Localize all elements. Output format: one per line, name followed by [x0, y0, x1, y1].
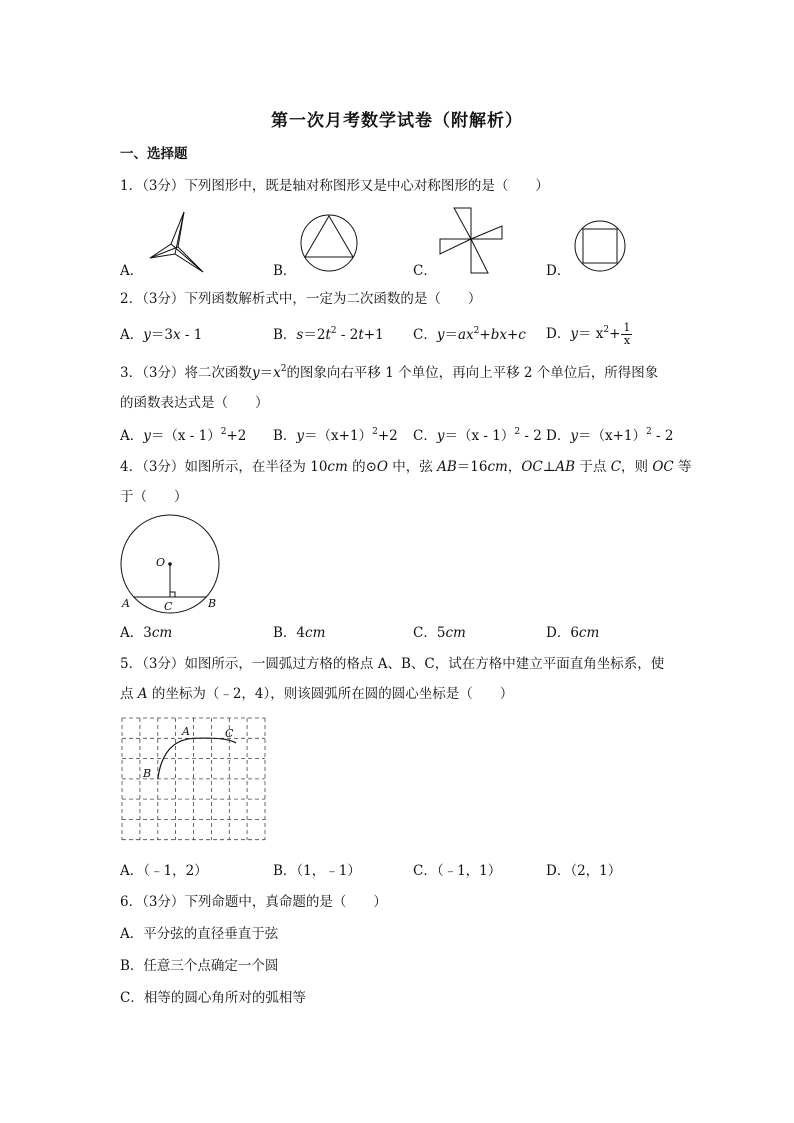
section-heading: 一、选择题 — [120, 146, 188, 162]
fraction-numerator: 1 — [623, 321, 631, 334]
math-text: + — [609, 326, 621, 342]
option-value: 6 — [570, 625, 579, 641]
fraction — [621, 322, 632, 347]
q6-option-a[interactable]: A．平分弦的直径垂直于弦 — [120, 926, 279, 942]
math-text: ＝ x — [577, 326, 604, 342]
var-y: y — [570, 326, 578, 342]
math-text: +2 — [226, 428, 247, 444]
q2-option-a[interactable] — [120, 326, 202, 344]
question-text: ⊥ — [542, 459, 556, 475]
q6-option-b[interactable]: B．任意三个点确定一个圆 — [120, 958, 279, 974]
q4-option-c[interactable] — [413, 624, 466, 642]
q5-option-a[interactable]: A．（﹣1，2） — [120, 863, 208, 879]
math-text: +1 — [363, 327, 384, 343]
exponent: 2 — [220, 427, 227, 437]
label-b: B — [208, 597, 217, 610]
question-text: ， — [507, 459, 522, 475]
unit-cm: cm — [327, 459, 348, 475]
exponent: 2 — [372, 427, 378, 437]
option-label: D． — [546, 428, 571, 444]
var-o: O — [376, 459, 388, 475]
question-score: （3分） — [142, 459, 185, 475]
math-text: ＝3 — [150, 327, 173, 343]
var-y: y — [436, 327, 445, 343]
var-ax: ax — [457, 327, 474, 343]
var-ab: AB — [437, 459, 457, 475]
q1-option-c[interactable]: C． — [413, 263, 437, 279]
question-text: 的⊙ — [347, 459, 377, 475]
math-text: + — [506, 327, 519, 343]
question-number: 3． — [120, 365, 143, 381]
option-label: B． — [273, 428, 297, 444]
question-text: 的图象向右平移 1 个单位，再向上平移 2 个单位后，所得图象 — [286, 365, 659, 381]
var-t: t — [325, 327, 331, 343]
question-text: 中，弦 — [387, 459, 438, 475]
option-label: A． — [120, 327, 144, 343]
math-text: + — [479, 327, 491, 343]
question-text: ，则 — [621, 459, 653, 475]
figure-pinwheel — [440, 208, 504, 274]
figure-circle-with-square — [574, 220, 628, 274]
unit-cm: cm — [305, 625, 326, 641]
q3-option-d[interactable] — [546, 427, 673, 445]
question-number: 2． — [120, 291, 143, 307]
option-label: C． — [413, 625, 437, 641]
exponent: 2 — [645, 427, 652, 437]
var-y: y — [143, 327, 151, 343]
label-c: C — [225, 727, 234, 740]
option-label: B． — [273, 327, 297, 343]
question-1-stem — [120, 177, 549, 195]
option-label: B． — [273, 625, 297, 641]
var-oc: OC — [652, 459, 674, 475]
var-y: y — [436, 428, 445, 444]
question-6-stem — [120, 893, 387, 911]
question-number: 5． — [120, 656, 143, 672]
exponent: 2 — [473, 326, 480, 336]
var-y: y — [251, 365, 260, 381]
exponent: 2 — [330, 326, 337, 336]
exponent: 2 — [280, 364, 287, 374]
q3-option-b[interactable] — [273, 427, 398, 445]
math-text: +2 — [377, 428, 398, 444]
label-a: A — [182, 725, 190, 738]
question-text: 等 — [673, 459, 692, 475]
question-score: （3分） — [142, 656, 185, 672]
exponent: 2 — [514, 427, 521, 437]
math-text: ＝ — [259, 365, 274, 381]
var-c: c — [518, 327, 526, 343]
figure-three-pointed-star — [146, 212, 206, 274]
option-label: A． — [120, 625, 144, 641]
option-label: D． — [546, 625, 571, 641]
question-3-stem-line2: 的函数表达式是（ ） — [120, 395, 269, 411]
figure-grid-arc — [122, 716, 268, 846]
question-score: （3分） — [142, 365, 185, 381]
var-ab: AB — [555, 459, 576, 475]
fraction-denominator: x — [623, 334, 631, 347]
q4-option-b[interactable] — [273, 624, 325, 642]
question-text: 下列图形中，既是轴对称图形又是中心对称图形的是（ ） — [184, 178, 549, 194]
var-t: t — [358, 327, 364, 343]
question-3-stem — [120, 364, 658, 382]
question-text: ＝16 — [456, 459, 488, 475]
q1-option-a[interactable]: A． — [120, 263, 144, 279]
question-5-stem — [120, 655, 664, 673]
math-text: ＝（x - 1） — [150, 428, 221, 444]
q6-option-c[interactable]: C．相等的圆心角所对的弧相等 — [120, 990, 306, 1006]
option-label: C． — [413, 428, 437, 444]
question-number: 1． — [120, 178, 143, 194]
question-text: 于点 — [575, 459, 611, 475]
question-text: 的坐标为（﹣2，4），则该圆弧所在圆的圆心坐标是（ ） — [147, 686, 514, 702]
label-o: O — [156, 556, 166, 569]
q2-option-d[interactable] — [546, 320, 632, 348]
unit-cm: cm — [445, 625, 466, 641]
page-title: 第一次月考数学试卷（附解析） — [271, 111, 523, 131]
option-label: D． — [546, 326, 571, 342]
var-a: A — [137, 686, 148, 702]
var-y: y — [296, 428, 305, 444]
var-s: s — [296, 327, 304, 343]
exponent: 2 — [603, 325, 610, 335]
option-label: C． — [413, 327, 437, 343]
figure-circle-chord — [116, 518, 226, 614]
question-number: 6． — [120, 894, 143, 910]
q5-option-b[interactable]: B．（1，﹣1） — [273, 863, 361, 879]
var-y: y — [570, 428, 578, 444]
var-x: x — [273, 365, 281, 381]
q1-option-d[interactable]: D． — [546, 263, 571, 279]
q2-option-c[interactable] — [413, 326, 526, 344]
question-5-stem-line2 — [120, 685, 513, 703]
math-text: ＝（x+1） — [577, 428, 646, 444]
var-x: x — [172, 327, 181, 343]
question-text: 将二次函数 — [184, 365, 252, 381]
unit-cm: cm — [151, 625, 173, 641]
var-c: C — [610, 459, 622, 475]
math-text: - 2 — [336, 327, 359, 343]
figure-circle-with-triangle — [300, 214, 360, 274]
math-text: ＝2 — [303, 327, 326, 343]
math-text: ＝（x - 1） — [444, 428, 515, 444]
question-score: （3分） — [142, 291, 185, 307]
math-text: ＝（x+1） — [304, 428, 373, 444]
question-4-stem — [120, 458, 692, 476]
q3-option-c[interactable] — [413, 427, 542, 445]
var-oc: OC — [521, 459, 543, 475]
unit-cm: cm — [487, 459, 508, 475]
q4-option-a[interactable] — [120, 624, 172, 642]
label-b: B — [143, 767, 152, 780]
q5-option-c[interactable]: C．（﹣1，1） — [413, 863, 502, 879]
question-score: （3分） — [142, 178, 185, 194]
q2-option-b[interactable] — [273, 326, 384, 344]
question-text: 如图所示，在半径为 10 — [184, 459, 328, 475]
math-text: - 2 — [651, 428, 674, 444]
question-score: （3分） — [142, 894, 185, 910]
option-label: A． — [120, 428, 144, 444]
question-text: 点 — [120, 686, 138, 702]
q3-option-a[interactable] — [120, 427, 246, 445]
label-a: A — [122, 597, 130, 610]
math-text: ＝ — [444, 327, 458, 343]
question-text: 下列命题中，真命题的是（ ） — [184, 894, 387, 910]
math-text: - 2 — [520, 428, 542, 444]
var-y: y — [143, 428, 151, 444]
math-text: - 1 — [180, 327, 203, 343]
unit-cm: cm — [578, 625, 600, 641]
option-value: 4 — [296, 625, 306, 641]
question-text: 如图所示，一圆弧过方格的格点 A、B、C，试在方格中建立平面直角坐标系，使 — [184, 656, 665, 672]
q4-option-d[interactable] — [546, 624, 599, 642]
q5-option-d[interactable]: D．（2，1） — [546, 863, 622, 879]
question-2-stem — [120, 290, 481, 308]
option-value: 5 — [436, 625, 446, 641]
var-bx: bx — [490, 327, 507, 343]
q1-option-b[interactable]: B． — [273, 263, 297, 279]
option-value: 3 — [143, 625, 152, 641]
question-4-stem-line2: 于（ ） — [120, 489, 188, 505]
question-text: 下列函数解析式中，一定为二次函数的是（ ） — [184, 291, 482, 307]
label-c: C — [164, 600, 173, 613]
question-number: 4． — [120, 459, 143, 475]
